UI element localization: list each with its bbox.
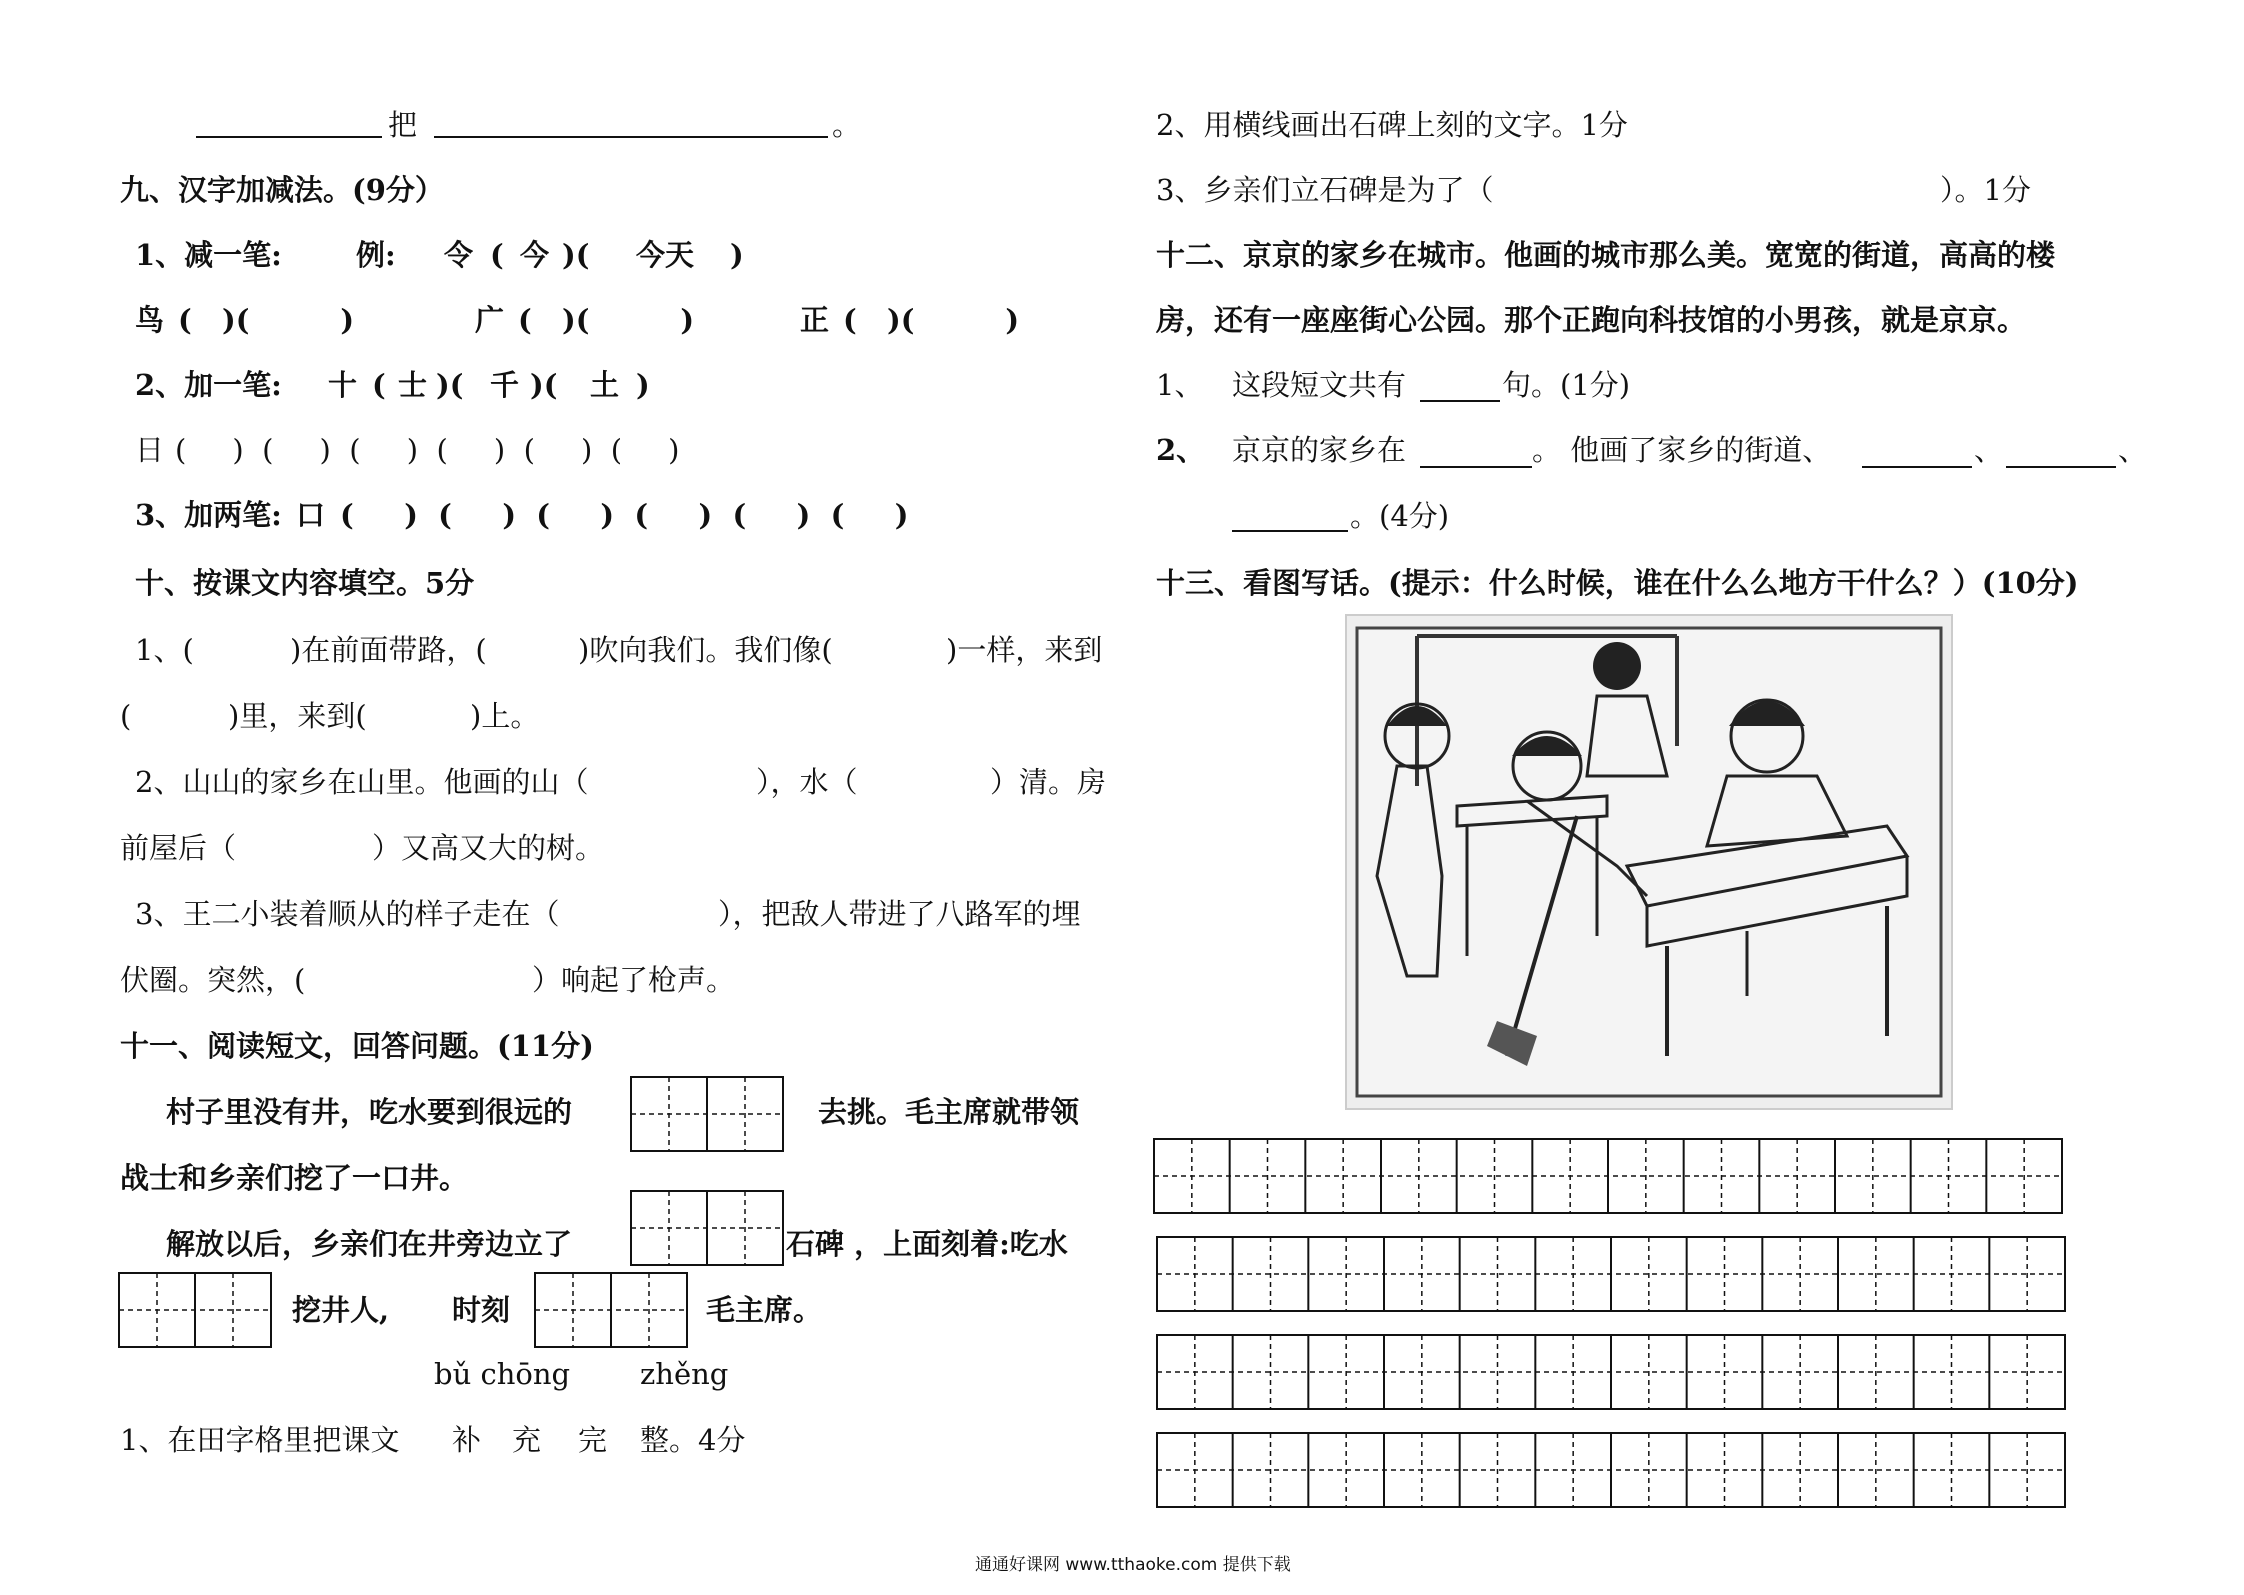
- pinyin-zheng: zhěng: [640, 1357, 729, 1391]
- s11-q2: 2、用横线画出石碑上刻的文字。1分: [1156, 108, 1628, 142]
- s10-3-a: 3、王二小装着顺从的样子走在（: [135, 897, 560, 931]
- s12-q2-d: 、: [1974, 433, 2004, 467]
- s11-p1-a: 村子里没有井，吃水要到很远的: [166, 1095, 573, 1129]
- paren: ( )( ): [518, 303, 695, 337]
- s10-1-f: )里，来到(: [228, 699, 367, 733]
- paren: )(: [562, 238, 590, 272]
- s9-1-c2: 广: [475, 303, 505, 337]
- s11-p3-a: 挖井人,: [292, 1293, 390, 1327]
- answer-line: [1232, 530, 1348, 532]
- section-11-title: 十一、阅读短文，回答问题。(11分): [120, 1029, 594, 1063]
- s9-1-ex-char: 令: [444, 238, 474, 272]
- s11-p1-b: 去挑。毛主席就带领: [818, 1095, 1080, 1129]
- top-line-word: 把: [388, 108, 418, 142]
- paren: )(: [436, 368, 464, 402]
- paren: ( )( ): [843, 303, 1020, 337]
- s12-line1: 十二、京京的家乡在城市。他画的城市那么美。宽宽的街道，高高的楼: [1156, 238, 2056, 272]
- s10-2-d: 前屋后（: [120, 831, 237, 865]
- s10-2-e: ）又高又大的树。: [372, 831, 605, 865]
- s9-2-a: 士: [398, 368, 428, 402]
- s9-3-label: 3、加两笔:: [135, 498, 282, 532]
- tianzige-box[interactable]: [630, 1076, 784, 1152]
- s10-3-b: ），把敌人带进了八路军的埋: [718, 897, 1081, 931]
- s12-q1-a: 1、: [1156, 368, 1204, 402]
- answer-line: [2006, 466, 2116, 468]
- s9-1-ex-a: 今: [520, 238, 550, 272]
- answer-line: [1420, 466, 1532, 468]
- s11-q1-e: 整。4分: [640, 1423, 746, 1457]
- s11-q3-a: 3、乡亲们立石碑是为了（: [1156, 173, 1494, 207]
- pinyin-bu-chong: bǔ chōng: [434, 1357, 571, 1391]
- footer-credit: 通通好课网 www.tthaoke.com 提供下载: [975, 1555, 1291, 1575]
- section-10-title: 十、按课文内容填空。5分: [135, 566, 475, 600]
- writing-grid-row[interactable]: [1153, 1138, 2063, 1214]
- tianzige-box[interactable]: [118, 1272, 272, 1348]
- s9-3-char: 口: [296, 498, 326, 532]
- s10-2-a: 2、山山的家乡在山里。他画的山（: [135, 765, 589, 799]
- writing-grid-row[interactable]: [1156, 1432, 2066, 1508]
- s10-1-a: 1、(: [135, 633, 194, 667]
- s10-2-c: ）清。房: [990, 765, 1107, 799]
- s9-2-b: 千: [490, 368, 520, 402]
- s10-1-d: )一样，来到: [946, 633, 1103, 667]
- s12-q2-a: 2、: [1156, 433, 1206, 467]
- paren: ): [636, 368, 650, 402]
- paren: )(: [530, 368, 558, 402]
- s9-1-example: 例:: [356, 238, 396, 272]
- s11-p1-c: 战士和乡亲们挖了一口井。: [120, 1161, 469, 1195]
- s11-q1-b: 补: [452, 1423, 482, 1457]
- s11-p2-a: 解放以后，乡亲们在井旁边立了: [166, 1227, 573, 1261]
- paren-row: ( ) ( ) ( ) ( ) ( ) ( ): [175, 433, 680, 467]
- s9-1-c3: 正: [800, 303, 830, 337]
- s11-q3-b: ）。1分: [1940, 173, 2031, 207]
- writing-grid-row[interactable]: [1156, 1236, 2066, 1312]
- tianzige-box[interactable]: [534, 1272, 688, 1348]
- s11-p3-c: 毛主席。: [706, 1293, 823, 1327]
- s12-q2-b: 京京的家乡在: [1232, 433, 1407, 467]
- answer-line: [434, 136, 828, 138]
- s10-1-b: )在前面带路，(: [290, 633, 487, 667]
- section-9-title: 九、汉字加减法。(9分）: [120, 173, 444, 207]
- writing-grid-row[interactable]: [1156, 1334, 2066, 1410]
- top-line-end: 。: [832, 108, 862, 142]
- s9-1-label: 1、减一笔:: [135, 238, 282, 272]
- s11-p3-b: 时刻: [452, 1293, 511, 1327]
- paren: ( )( ): [178, 303, 355, 337]
- s10-3-c: 伏圈。突然，(: [120, 963, 306, 997]
- s10-1-e: (: [120, 699, 132, 733]
- s11-q1-d: 完: [578, 1423, 608, 1457]
- paren: ): [730, 238, 744, 272]
- s10-1-c: )吹向我们。我们像(: [578, 633, 833, 667]
- answer-line: [196, 136, 382, 138]
- paren: (: [490, 238, 504, 272]
- tianzige-box[interactable]: [630, 1190, 784, 1266]
- s10-2-b: ），水（: [756, 765, 858, 799]
- s11-q1-a: 1、在田字格里把课文: [120, 1423, 400, 1457]
- s9-2-label: 2、加一笔:: [135, 368, 282, 402]
- s12-q2-e: 、: [2118, 433, 2148, 467]
- s12-q2-f: 。(4分): [1350, 499, 1450, 533]
- s9-1-ex-b: 今天: [636, 238, 695, 272]
- s9-2-row-char: 日: [135, 433, 165, 467]
- s10-1-g: )上。: [470, 699, 540, 733]
- s9-2-char: 十: [328, 368, 358, 402]
- s12-q1-c: 句。(1分): [1502, 368, 1631, 402]
- paren: (: [372, 368, 386, 402]
- s12-q1-b: 这段短文共有: [1232, 368, 1407, 402]
- s12-q2-c: 。 他画了家乡的街道、: [1532, 433, 1832, 467]
- s11-q1-c: 充: [512, 1423, 542, 1457]
- section-13-title: 十三、看图写话。(提示：什么时候，谁在什么么地方干什么？）(10分): [1156, 566, 2079, 600]
- paren-row: ( ) ( ) ( ) ( ) ( ) ( ): [340, 498, 909, 532]
- s9-1-c1: 鸟: [135, 303, 165, 337]
- answer-line: [1862, 466, 1972, 468]
- s10-3-d: ）响起了枪声。: [532, 963, 736, 997]
- s11-p2-b: 石碑 ，上面刻着:吃水: [786, 1227, 1068, 1261]
- answer-line: [1420, 400, 1500, 402]
- s9-2-c: 土: [590, 368, 620, 402]
- s12-line2: 房，还有一座座街心公园。那个正跑向科技馆的小男孩，就是京京。: [1156, 303, 2027, 337]
- classroom-illustration: [1345, 614, 1953, 1110]
